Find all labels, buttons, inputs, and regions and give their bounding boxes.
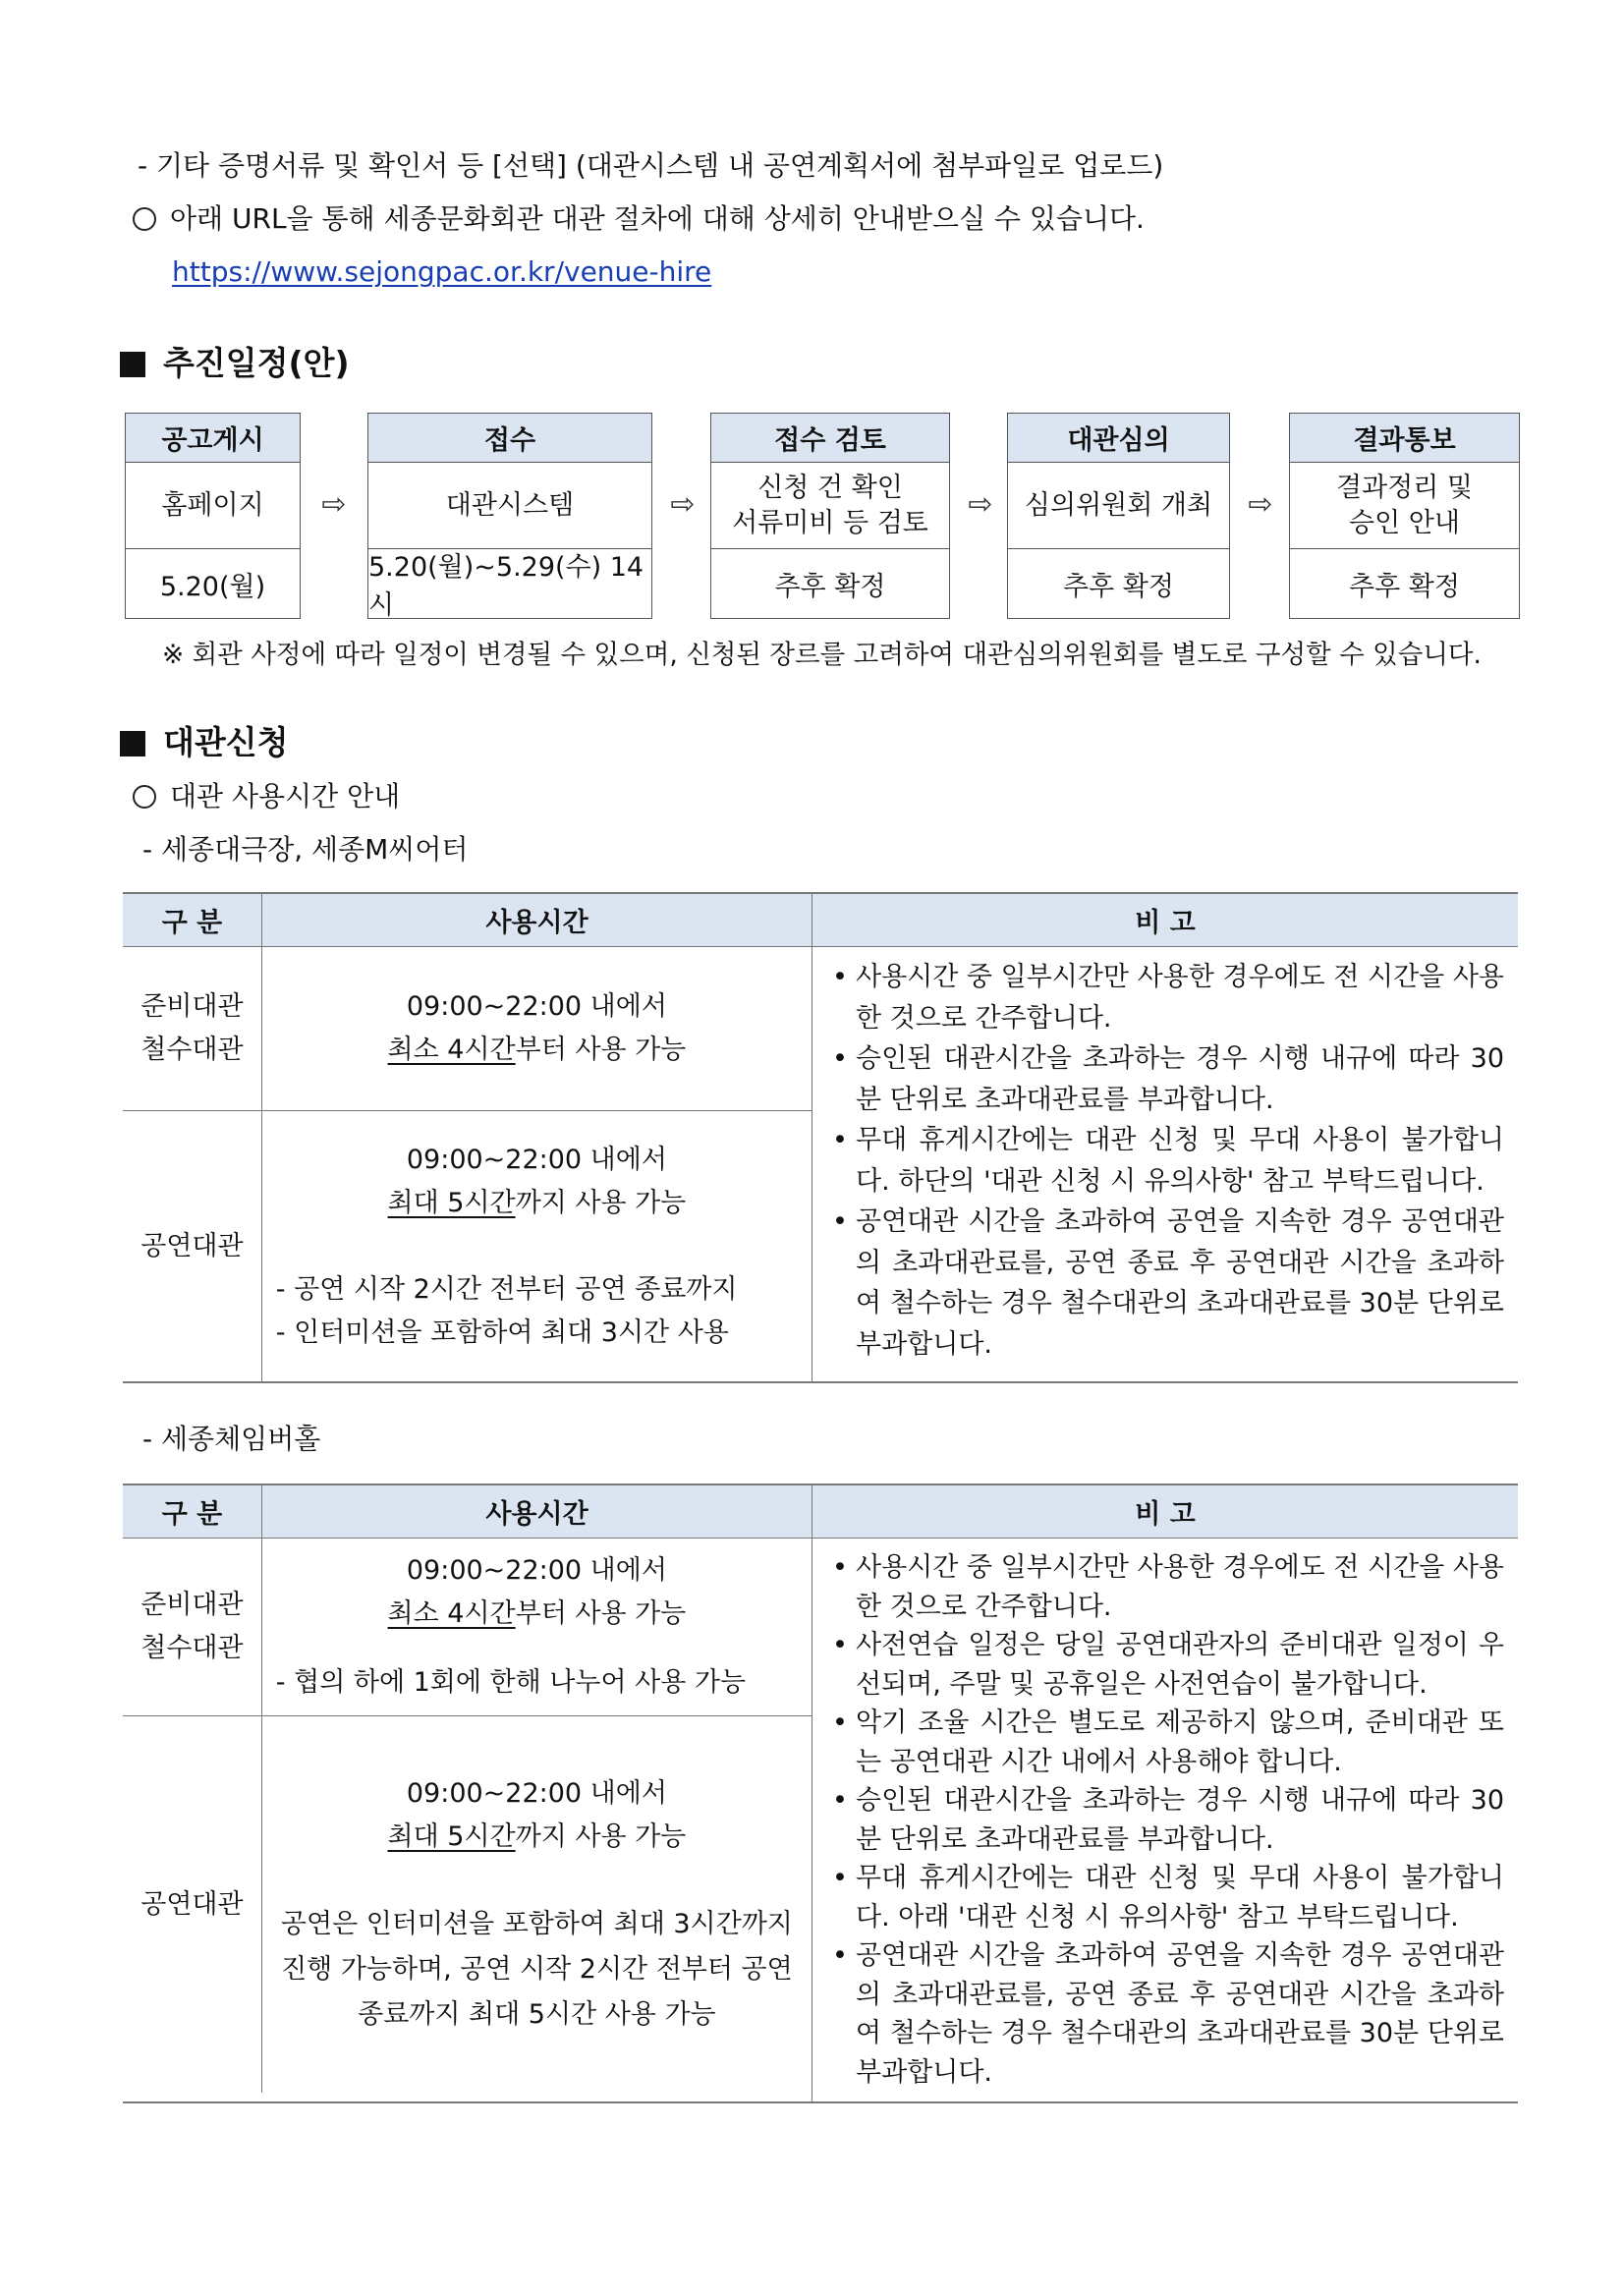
- step-date: 추후 확정: [774, 571, 886, 602]
- usage-time: 09:00~22:00 내에서: [406, 1144, 667, 1175]
- usage-cell: [262, 1716, 812, 2093]
- schedule-heading-text: 추진일정(안): [163, 344, 350, 382]
- row-label: 공연대관: [123, 1111, 262, 1381]
- venue1-name: - 세종대극장, 세종M씨어터: [142, 833, 469, 866]
- usage-time: 09:00~22:00 내에서: [406, 1555, 667, 1586]
- usage-title-line: [133, 778, 400, 815]
- step-desc: 대관시스템: [368, 463, 651, 549]
- list-item: • 공연대관 시간을 초과하여 공연을 지속한 경우 공연대관의 초과대관료를, 공연 종료 후 공연대관 시간을 초과하여 철수하는 경우 철수대관의 초과대관료를 30분 단위로 부과합니다.: [828, 1936, 1504, 2092]
- schedule-step-review: [710, 413, 950, 619]
- square-bullet-icon: [120, 352, 145, 377]
- list-item: • 사용시간 중 일부시간만 사용한 경우에도 전 시간을 사용한 것으로 간주합니다.: [828, 1548, 1504, 1626]
- arrow-right-icon: ⇨: [968, 487, 993, 522]
- table-header-row: [123, 894, 1518, 947]
- usage-title-text: 대관 사용시간 안내: [170, 780, 401, 812]
- step-desc: 심의위원회 개최: [1008, 463, 1229, 549]
- list-item: • 승인된 대관시간을 초과하는 경우 시행 내규에 따라 30분 단위로 초과대관료를 부과합니다.: [828, 1781, 1504, 1859]
- step-title: 대관심의: [1008, 414, 1229, 463]
- usage-table-grand-theater: [123, 892, 1518, 1383]
- usage-note: 공연은 인터미션을 포함하여 최대 3시간까지: [280, 1908, 793, 1939]
- usage-min-hours: 최소 4시간: [387, 1035, 516, 1065]
- step-desc: 홈페이지: [126, 463, 300, 549]
- usage-note: - 협의 하에 1회에 한해 나누어 사용 가능: [275, 1667, 747, 1698]
- step-title: 공고게시: [126, 414, 300, 463]
- step-date: 추후 확정: [1349, 571, 1460, 602]
- step-title: 접수: [368, 414, 651, 463]
- step-date: 추후 확정: [1063, 571, 1174, 602]
- table-row-performance: [123, 1715, 812, 2093]
- intro-url-guide-line: [133, 200, 1145, 238]
- remarks-cell: [812, 1539, 1518, 2101]
- row-label: 준비대관 철수대관: [123, 947, 262, 1110]
- list-item: • 승인된 대관시간을 초과하는 경우 시행 내규에 따라 30분 단위로 초과대관료를 부과합니다.: [828, 1038, 1504, 1120]
- usage-cell: [262, 1539, 812, 1715]
- step-title: 접수 검토: [711, 414, 949, 463]
- usage-note: - 공연 시작 2시간 전부터 공연 종료까지: [275, 1273, 738, 1305]
- row-label: 준비대관 철수대관: [123, 1539, 262, 1715]
- table-body: [123, 947, 1518, 1381]
- table-row-performance: [123, 1110, 812, 1381]
- usage-cell: [262, 947, 812, 1110]
- schedule-step-announce: [125, 413, 301, 619]
- usage-min-rest: 부터 사용 가능: [515, 1598, 687, 1629]
- header-remarks: 비 고: [1135, 908, 1196, 938]
- table-body: [123, 1539, 1518, 2101]
- header-category: 구 분: [123, 894, 262, 946]
- step-desc: 신청 건 확인 서류미비 등 검토: [711, 463, 949, 549]
- list-item: • 무대 휴게시간에는 대관 신청 및 무대 사용이 불가합니다. 아래 '대관 신청 시 유의사항' 참고 부탁드립니다.: [828, 1859, 1504, 1936]
- usage-time: 09:00~22:00 내에서: [406, 991, 667, 1022]
- list-item: • 악기 조율 시간은 별도로 제공하지 않으며, 준비대관 또는 공연대관 시간 내에서 사용해야 합니다.: [828, 1704, 1504, 1781]
- schedule-step-receipt: [367, 413, 652, 619]
- table-row-prep: [123, 1539, 812, 1715]
- arrow-right-icon: ⇨: [321, 487, 347, 522]
- header-remarks: 비 고: [1135, 1499, 1196, 1530]
- usage-time: 09:00~22:00 내에서: [406, 1777, 667, 1809]
- usage-max-hours: 최대 5시간: [387, 1187, 516, 1218]
- usage-table-chamber-hall: [123, 1484, 1518, 2103]
- usage-max-hours: 최대 5시간: [387, 1820, 516, 1852]
- circle-bullet-icon: [133, 207, 156, 231]
- usage-min-hours: 최소 4시간: [387, 1598, 516, 1629]
- square-bullet-icon: [120, 731, 145, 756]
- step-desc: 결과정리 및 승인 안내: [1290, 463, 1519, 549]
- usage-note: 종료까지 최대 5시간 사용 가능: [358, 1998, 716, 2030]
- arrow-right-icon: ⇨: [670, 487, 696, 522]
- list-item: • 사용시간 중 일부시간만 사용한 경우에도 전 시간을 사용한 것으로 간주합니다.: [828, 957, 1504, 1038]
- list-item: • 사전연습 일정은 당일 공연대관자의 준비대관 일정이 우선되며, 주말 및 공휴일은 사전연습이 불가합니다.: [828, 1626, 1504, 1704]
- step-date: 5.20(월)~5.29(수) 14시: [368, 552, 644, 621]
- usage-min-rest: 부터 사용 가능: [515, 1035, 687, 1065]
- usage-max-rest: 까지 사용 가능: [515, 1187, 687, 1218]
- venue-hire-link[interactable]: https://www.sejongpac.or.kr/venue-hire: [172, 255, 712, 288]
- step-date: 5.20(월): [159, 571, 266, 602]
- table-header-row: [123, 1485, 1518, 1539]
- usage-cell: [262, 1111, 812, 1381]
- header-usage: 사용시간: [262, 894, 812, 946]
- application-heading-text: 대관신청: [163, 723, 289, 761]
- intro-documents-line: - 기타 증명서류 및 확인서 등 [선택] (대관시스템 내 공연계획서에 첨부파일로 업로드): [138, 149, 1164, 182]
- schedule-note: ※ 회관 사정에 따라 일정이 변경될 수 있으며, 신청된 장르를 고려하여 대관심의위원회를 별도로 구성할 수 있습니다.: [162, 640, 1482, 670]
- usage-max-rest: 까지 사용 가능: [515, 1820, 687, 1852]
- list-item: • 무대 휴게시간에는 대관 신청 및 무대 사용이 불가합니다. 하단의 '대관 신청 시 유의사항' 참고 부탁드립니다.: [828, 1120, 1504, 1202]
- schedule-heading: [120, 344, 350, 383]
- remarks-cell: [812, 947, 1518, 1381]
- header-usage: 사용시간: [262, 1485, 812, 1538]
- header-category: 구 분: [123, 1485, 262, 1538]
- schedule-step-deliberation: [1007, 413, 1230, 619]
- step-title: 결과통보: [1290, 414, 1519, 463]
- usage-note: 진행 가능하며, 공연 시작 2시간 전부터 공연: [281, 1953, 793, 1985]
- circle-bullet-icon: [133, 785, 156, 809]
- schedule-step-result: [1289, 413, 1520, 619]
- venue2-name: - 세종체임버홀: [142, 1423, 321, 1455]
- application-heading: [120, 723, 289, 762]
- table-row-prep: [123, 947, 812, 1110]
- arrow-right-icon: ⇨: [1248, 487, 1273, 522]
- usage-note: - 인터미션을 포함하여 최대 3시간 사용: [275, 1316, 729, 1348]
- row-label: 공연대관: [123, 1716, 262, 2093]
- intro-url-guide-text: 아래 URL을 통해 세종문화회관 대관 절차에 대해 상세히 안내받으실 수 있습니다.: [170, 202, 1145, 235]
- list-item: • 공연대관 시간을 초과하여 공연을 지속한 경우 공연대관의 초과대관료를, 공연 종료 후 공연대관 시간을 초과하여 철수하는 경우 철수대관의 초과대관료를 30분 단위로 부과합니다.: [828, 1202, 1504, 1365]
